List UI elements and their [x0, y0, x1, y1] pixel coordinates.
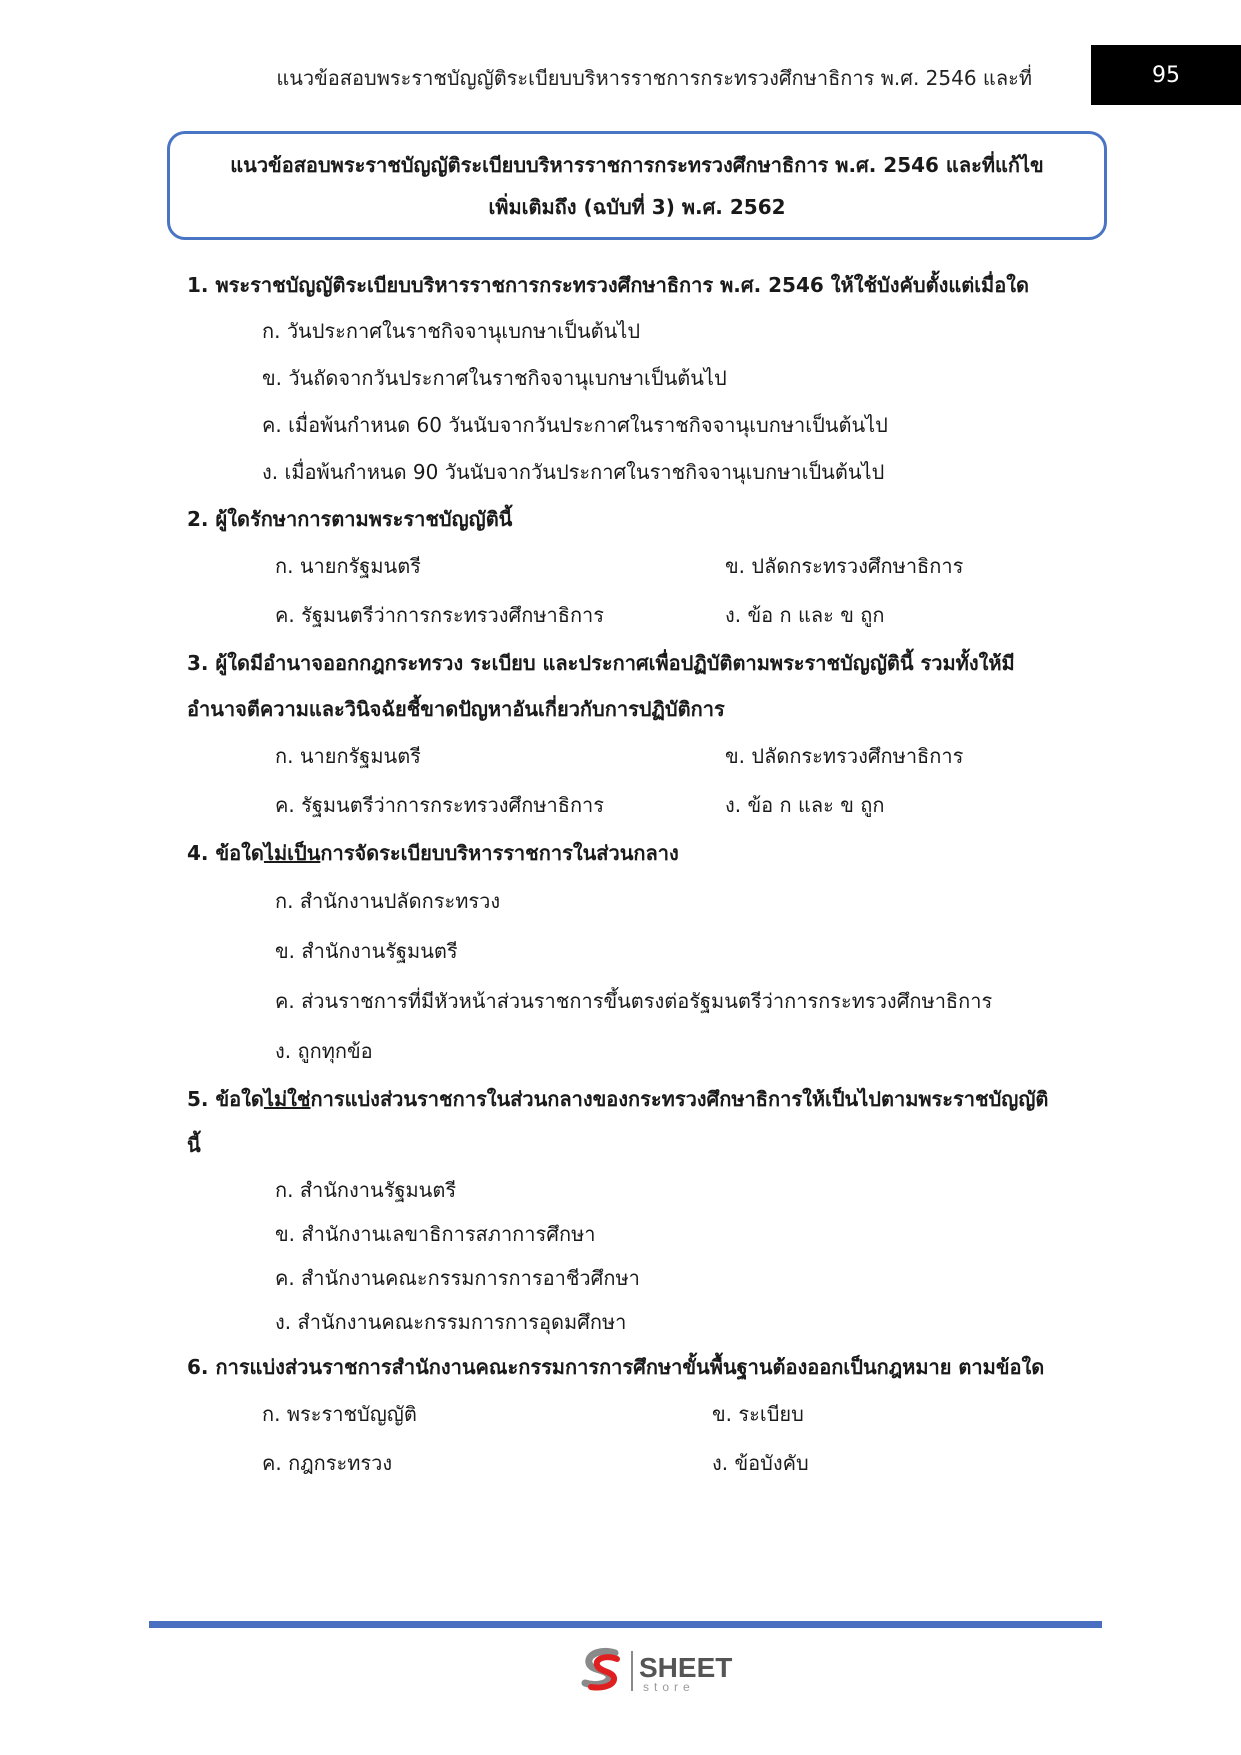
question-4-prefix: 4. ข้อใด	[187, 841, 264, 865]
page-number: 95	[1091, 45, 1241, 105]
q3-options	[187, 732, 1097, 830]
q2-option-a: ก. นายกรัฐมนตรี	[275, 554, 421, 578]
question-5	[187, 1076, 1097, 1168]
q2-option-d: ง. ข้อ ก และ ข ถูก	[725, 603, 885, 627]
q5-option-b: ข. สำนักงานเลขาธิการสภาการศึกษา	[275, 1222, 596, 1246]
q1-option-a: ก. วันประกาศในราชกิจจานุเบกษาเป็นต้นไป	[262, 319, 641, 343]
q6-options	[187, 1390, 1097, 1488]
q1-option-c: ค. เมื่อพ้นกำหนด 60 วันนับจากวันประกาศในราชกิจจานุเบกษาเป็นต้นไป	[262, 413, 888, 437]
question-5-line-2: นี้	[187, 1133, 201, 1157]
question-4	[187, 830, 1097, 876]
question-list	[187, 262, 1097, 1488]
footer-rule	[149, 1621, 1102, 1628]
logo-word: SHEET	[639, 1652, 733, 1683]
question-2: 2. ผู้ใดรักษาการตามพระราชบัญญัตินี้	[187, 507, 513, 531]
question-3-line-1: 3. ผู้ใดมีอำนาจออกกฎกระทรวง ระเบียบ และประกาศเพื่อปฏิบัติตามพระราชบัญญัตินี้ รวมทั้งให้มี	[187, 651, 1015, 675]
title-box	[167, 131, 1107, 240]
q6-option-a: ก. พระราชบัญญัติ	[262, 1402, 417, 1426]
q3-option-d: ง. ข้อ ก และ ข ถูก	[725, 793, 885, 817]
question-4-rest: การจัดระเบียบบริหารราชการในส่วนกลาง	[320, 841, 679, 865]
q2-option-b: ข. ปลัดกระทรวงศึกษาธิการ	[725, 554, 964, 578]
question-3-line-2: อำนาจตีความและวินิจฉัยชี้ขาดปัญหาอันเกี่ยวกับการปฏิบัติการ	[187, 697, 725, 721]
sheet-store-logo	[577, 1645, 737, 1697]
s-mark-icon	[585, 1651, 617, 1687]
q6-option-c: ค. กฎกระทรวง	[262, 1451, 393, 1475]
question-3	[187, 640, 1097, 732]
question-5-rest: การแบ่งส่วนราชการในส่วนกลางของกระทรวงศึกษาธิการให้เป็นไปตามพระราชบัญญัติ	[310, 1087, 1049, 1111]
q4-option-a: ก. สำนักงานปลัดกระทรวง	[275, 889, 501, 913]
running-header: แนวข้อสอบพระราชบัญญัติระเบียบบริหารราชการกระทรวงศึกษาธิการ พ.ศ. 2546 และที่	[276, 66, 1032, 90]
q4-option-d: ง. ถูกทุกข้อ	[275, 1039, 373, 1063]
q6-option-b: ข. ระเบียบ	[712, 1402, 804, 1426]
q4-option-b: ข. สำนักงานรัฐมนตรี	[275, 939, 458, 963]
q2-option-c: ค. รัฐมนตรีว่าการกระทรวงศึกษาธิการ	[275, 603, 605, 627]
q1-option-d: ง. เมื่อพ้นกำหนด 90 วันนับจากวันประกาศในราชกิจจานุเบกษาเป็นต้นไป	[262, 460, 885, 484]
q3-option-c: ค. รัฐมนตรีว่าการกระทรวงศึกษาธิการ	[275, 793, 605, 817]
question-6: 6. การแบ่งส่วนราชการสำนักงานคณะกรรมการการศึกษาขั้นพื้นฐานต้องออกเป็นกฎหมาย ตามข้อใด	[187, 1355, 1045, 1379]
logo-sub: store	[643, 1680, 695, 1694]
q4-option-c: ค. ส่วนราชการที่มีหัวหน้าส่วนราชการขึ้นตรงต่อรัฐมนตรีว่าการกระทรวงศึกษาธิการ	[275, 989, 993, 1013]
q1-option-b: ข. วันถัดจากวันประกาศในราชกิจจานุเบกษาเป็นต้นไป	[262, 366, 727, 390]
q5-option-a: ก. สำนักงานรัฐมนตรี	[275, 1178, 457, 1202]
question-4-emphasis: ไม่เป็น	[263, 841, 321, 865]
question-5-emphasis: ไม่ใช่	[263, 1087, 311, 1111]
question-5-prefix: 5. ข้อใด	[187, 1087, 264, 1111]
question-1: 1. พระราชบัญญัติระเบียบบริหารราชการกระทรวงศึกษาธิการ พ.ศ. 2546 ให้ใช้บังคับตั้งแต่เมื่อใด	[187, 273, 1030, 297]
q3-option-a: ก. นายกรัฐมนตรี	[275, 744, 421, 768]
q5-option-c: ค. สำนักงานคณะกรรมการการอาชีวศึกษา	[275, 1266, 640, 1290]
q3-option-b: ข. ปลัดกระทรวงศึกษาธิการ	[725, 744, 964, 768]
q6-option-d: ง. ข้อบังคับ	[712, 1451, 809, 1475]
q2-options	[187, 542, 1097, 640]
title-line-1: แนวข้อสอบพระราชบัญญัติระเบียบบริหารราชการกระทรวงศึกษาธิการ พ.ศ. 2546 และที่แก้ไข	[230, 152, 1044, 177]
title-line-2: เพิ่มเติมถึง (ฉบับที่ 3) พ.ศ. 2562	[488, 194, 786, 219]
q5-option-d: ง. สำนักงานคณะกรรมการการอุดมศึกษา	[275, 1310, 627, 1334]
